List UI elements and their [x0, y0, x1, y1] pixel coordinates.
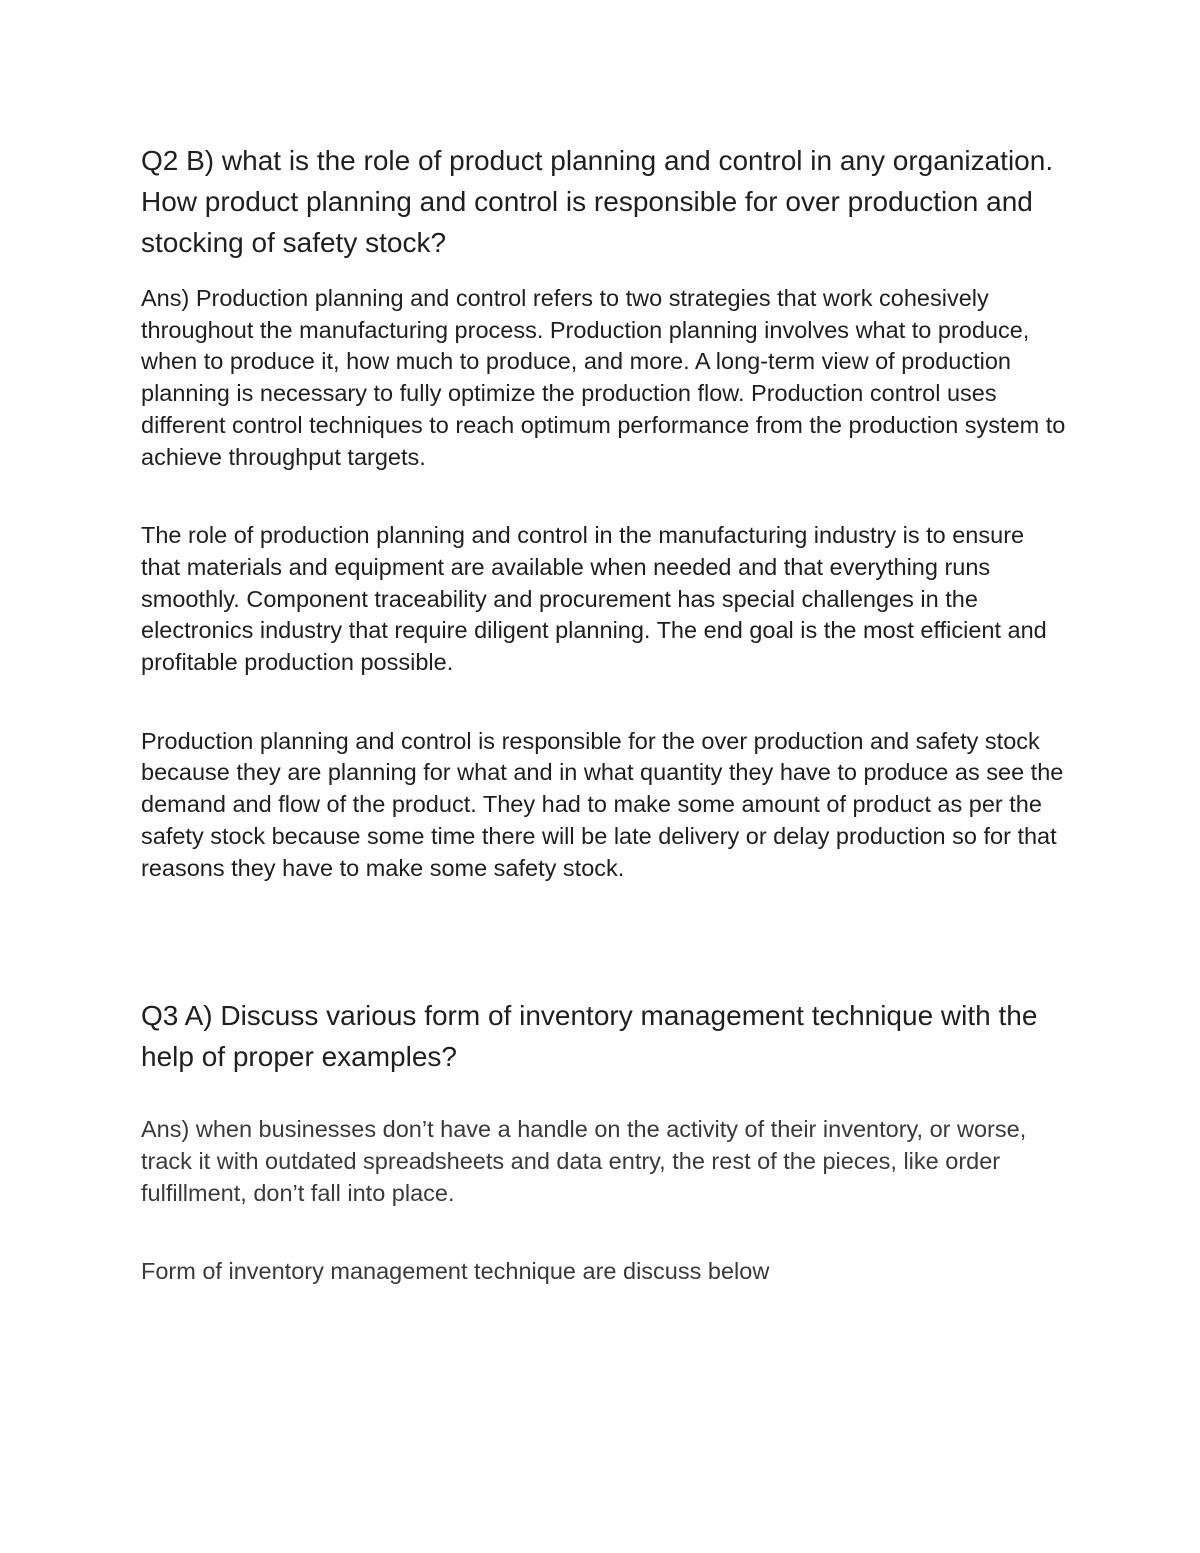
q3-answer-paragraph-2: Form of inventory management technique are discuss below	[141, 1258, 770, 1285]
question-q2: Q2 B) what is the role of product planning and control in any organization. How product planning and control is responsible for over production and stocking of safety stock?	[141, 145, 1054, 258]
document-page	[141, 140, 1066, 1288]
q2-answer-paragraph-3: Production planning and control is responsible for the over production and safety stock because they are planning for what and in what quantity they have to produce as see the demand and flow of the product. They had to make some amount of product as per the safety stock because some time there will be late delivery or delay production so for that reasons they have to make some safety stock.	[141, 727, 1064, 881]
q3-answer-paragraph-1: Ans) when businesses don’t have a handle on the activity of their inventory, or worse, track it with outdated spreadsheets and data entry, the rest of the pieces, like order fulfillment, don’t fall into place.	[141, 1116, 1027, 1206]
question-q3: Q3 A) Discuss various form of inventory management technique with the help of proper examples?	[141, 1000, 1038, 1073]
q2-answer-paragraph-1: Ans) Production planning and control refers to two strategies that work cohesively throughout the manufacturing process. Production planning involves what to produce, when to produce it, how much to produce, and more. A long-term view of production planning is necessary to fully optimize the production flow. Production control uses different control techniques to reach optimum performance from the production system to achieve throughput targets.	[141, 285, 1066, 470]
q2-answer-paragraph-2: The role of production planning and control in the manufacturing industry is to ensure that materials and equipment are available when needed and that everything runs smoothly. Component traceability and procurement has special challenges in the electronics industry that require diligent planning. The end goal is the most efficient and profitable production possible.	[141, 522, 1047, 676]
